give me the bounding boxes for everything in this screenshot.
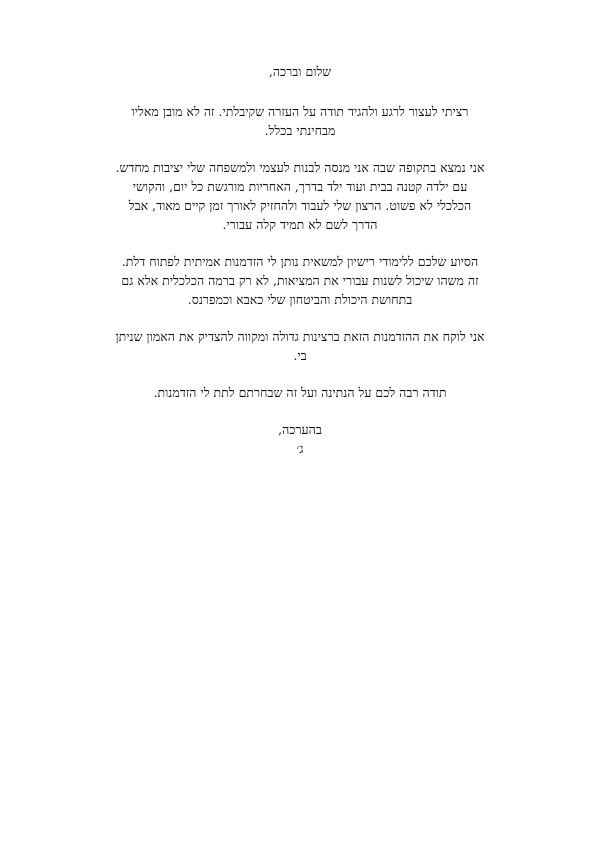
- paragraph-2-line-3: הכלכלי לא פשוט. הרצון שלי לעבוד ולהחזיק לאורך זמן קיים מאוד, אבל: [128, 198, 472, 213]
- paragraph-4-line-2: בי.: [293, 348, 307, 363]
- paragraph-4-line-1: אני לוקח את ההזדמנות הזאת ברצינות גדולה ומקווה להצדיק את האמון שניתן: [115, 329, 485, 344]
- paragraph-5-line-1: תודה רבה לכם על הנתינה ועל זה שבחרתם לתת לי הזדמנות.: [153, 385, 447, 400]
- paragraph-4: [95, 327, 505, 365]
- signoff: [95, 420, 505, 458]
- paragraph-2-line-1: אני נמצא בתקופה שבה אני מנסה לבנות לעצמי ולמשפחה שלי יציבות מחדש.: [115, 160, 485, 175]
- closing-text: בהערכה,: [278, 422, 322, 437]
- paragraph-2-line-4: הדרך לשם לא תמיד קלה עבורי.: [222, 217, 378, 232]
- signature-text: ג׳: [296, 441, 304, 456]
- paragraph-3-line-1: הסיוע שלכם ללימודי רישיון למשאית נותן לי הזדמנות אמיתית לפתוח דלת.: [121, 254, 479, 269]
- greeting-text: שלום וברכה,: [268, 64, 332, 79]
- paragraph-1: [95, 102, 505, 140]
- paragraph-1-line-1: רציתי לעצור לרגע ולהגיד תודה על העזרה שקיבלתי. זה לא מובן מאליו: [131, 104, 469, 119]
- paragraph-3-line-2: זה משהו שיכול לשנות עבורי את המציאות, לא רק ברמה הכלכלית אלא גם: [121, 273, 479, 288]
- paragraph-3-line-3: בתחושת היכולת והביטחון שלי כאבא וכמפרנס.: [187, 292, 413, 307]
- paragraph-2-line-2: עם ילדה קטנה בבית ועוד ילד בדרך, האחריות מורגשת כל יום, והקושי: [132, 179, 468, 194]
- letter-body: [95, 62, 505, 458]
- paragraph-2: [95, 158, 505, 234]
- paragraph-3: [95, 252, 505, 309]
- paragraph-1-line-2: מבחינתי בכלל.: [264, 123, 336, 138]
- greeting: [95, 62, 505, 81]
- paragraph-5: [95, 383, 505, 402]
